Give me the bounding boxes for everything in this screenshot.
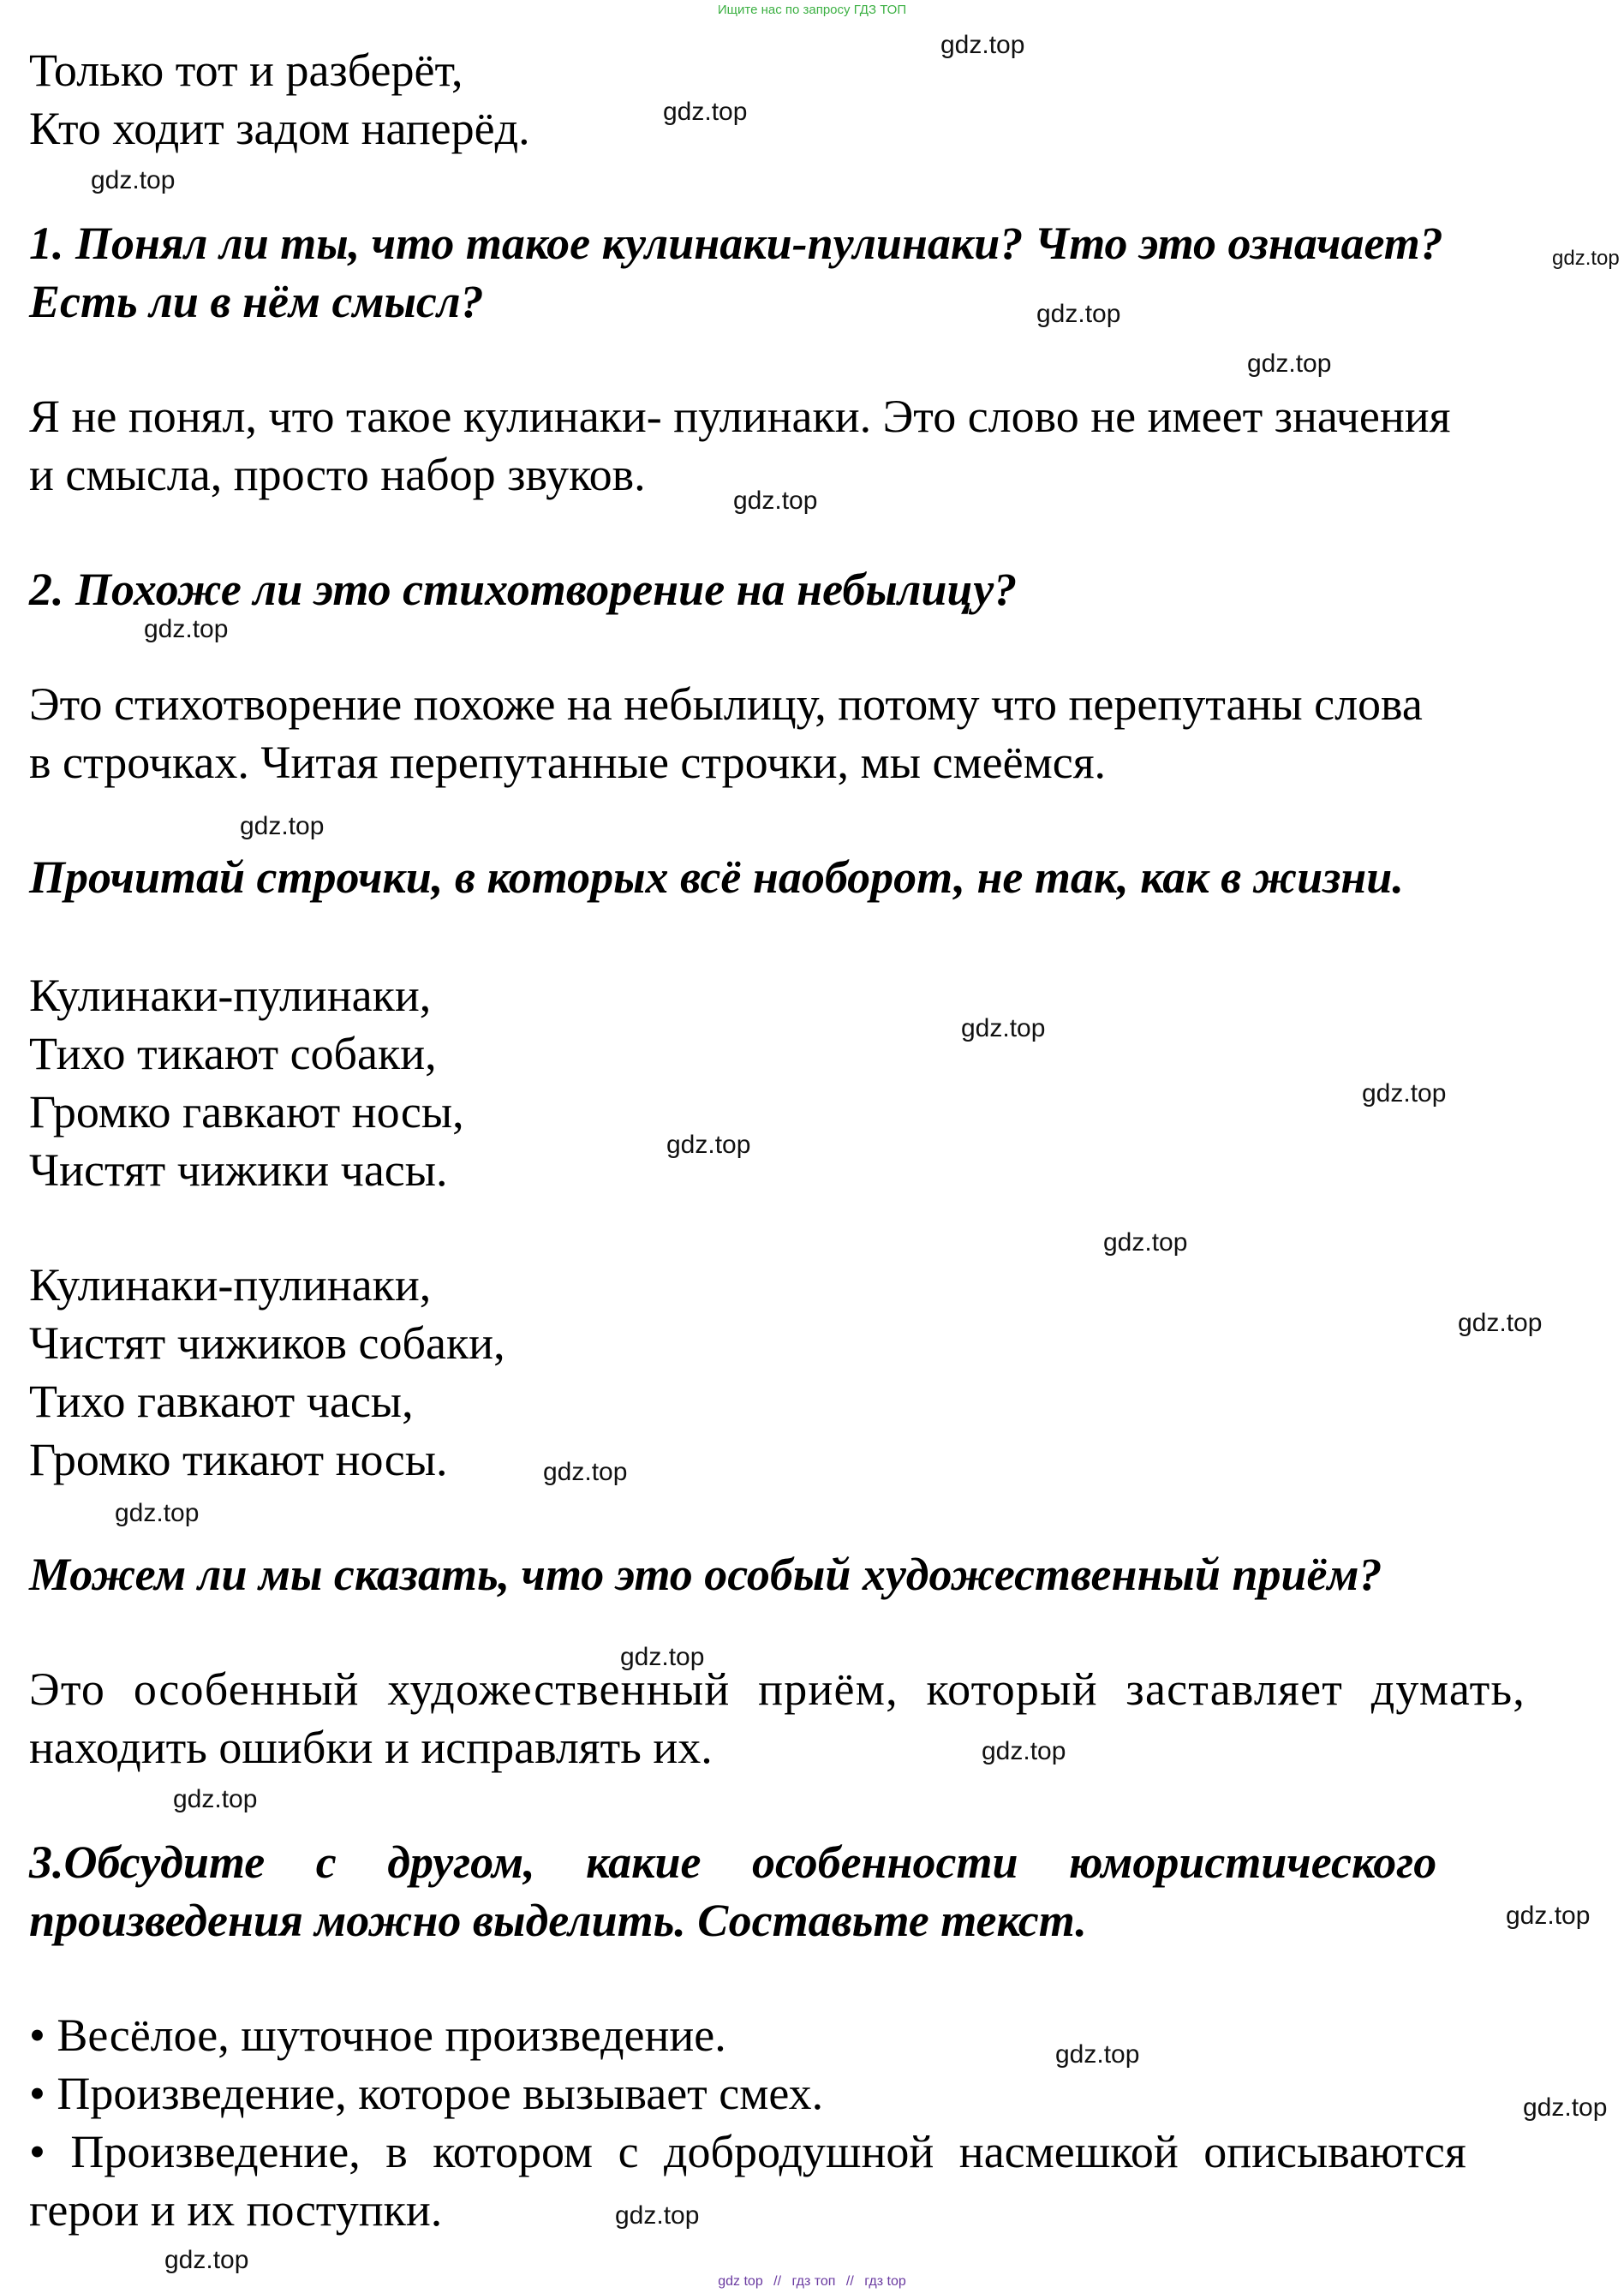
verse-line: Громко тикают носы.	[29, 1434, 448, 1485]
watermark: gdz.top	[982, 1737, 1066, 1765]
watermark: gdz.top	[615, 2201, 700, 2230]
poem-line: Кто ходит задом наперёд.	[29, 103, 530, 154]
watermark: gdz.top	[733, 487, 818, 515]
watermark: gdz.top	[1103, 1228, 1188, 1257]
footer-link[interactable]: гдз топ	[791, 2274, 836, 2289]
bullet-item: • Весёлое, шуточное произведение.	[29, 2009, 726, 2061]
question-3-line: произведения можно выделить. Составьте текст.	[29, 1895, 1087, 1946]
footer-link[interactable]: гдз top	[864, 2274, 906, 2289]
watermark: gdz.top	[663, 98, 748, 126]
question-1-line: 1. Понял ли ты, что такое кулинаки-пулинаки? Что это означает?	[29, 218, 1443, 269]
watermark: gdz.top	[240, 812, 325, 840]
verse-line: Тихо гавкают часы,	[29, 1376, 414, 1427]
answer-2-line: Это стихотворение похоже на небылицу, потому что перепутаны слова	[29, 678, 1423, 730]
watermark: gdz.top	[666, 1131, 751, 1159]
question-3-line: 3.Обсудите с другом, какие особенности юмористического	[29, 1836, 1437, 1888]
question-1-line: Есть ли в нём смысл?	[29, 276, 484, 327]
watermark: gdz.top	[940, 31, 1025, 59]
watermark: gdz.top	[1055, 2040, 1140, 2069]
watermark: gdz.top	[1036, 300, 1121, 328]
question-device: Можем ли мы сказать, что это особый художественный приём?	[29, 1549, 1382, 1600]
verse-line: Кулинаки-пулинаки,	[29, 970, 432, 1021]
watermark: gdz.top	[1523, 2093, 1608, 2122]
answer-device-line: Это особенный художественный приём, который заставляет думать,	[29, 1663, 1526, 1715]
footer	[0, 2273, 1624, 2290]
watermark: gdz.top	[961, 1014, 1046, 1042]
search-hint-banner: Ищите нас по запросу ГДЗ ТОП	[717, 3, 907, 17]
footer-link[interactable]: gdz top	[718, 2274, 763, 2289]
watermark: gdz.top	[1247, 349, 1332, 378]
verse-line: Громко гавкают носы,	[29, 1086, 464, 1138]
bullet-item: • Произведение, которое вызывает смех.	[29, 2068, 824, 2119]
task-read-lines: Прочитай строчки, в которых всё наоборот, не так, как в жизни.	[29, 851, 1404, 903]
watermark: gdz.top	[144, 615, 229, 643]
watermark: gdz.top	[1552, 247, 1620, 270]
footer-separator: //	[773, 2274, 782, 2289]
watermark: gdz.top	[164, 2246, 249, 2274]
bullet-item: • Произведение, в котором с добродушной насмешкой описываются	[29, 2126, 1466, 2177]
watermark: gdz.top	[115, 1499, 200, 1527]
answer-device-line: находить ошибки и исправлять их.	[29, 1722, 713, 1773]
bullet-item: герои и их поступки.	[29, 2184, 443, 2236]
verse-line: Чистят чижики часы.	[29, 1144, 448, 1196]
verse-line: Тихо тикают собаки,	[29, 1028, 437, 1079]
watermark: gdz.top	[543, 1458, 628, 1486]
watermark: gdz.top	[173, 1785, 258, 1813]
poem-line: Только тот и разберёт,	[29, 45, 463, 96]
answer-2-line: в строчках. Читая перепутанные строчки, мы смеёмся.	[29, 737, 1107, 788]
answer-1-line: и смысла, просто набор звуков.	[29, 449, 646, 500]
question-2: 2. Похоже ли это стихотворение на небылицу?	[29, 564, 1018, 615]
verse-line: Чистят чижиков собаки,	[29, 1317, 505, 1369]
watermark: gdz.top	[1362, 1079, 1447, 1108]
watermark: gdz.top	[1458, 1309, 1543, 1337]
verse-line: Кулинаки-пулинаки,	[29, 1259, 432, 1311]
watermark: gdz.top	[620, 1643, 705, 1671]
answer-1-line: Я не понял, что такое кулинаки- пулинаки. Это слово не имеет значения	[29, 391, 1451, 442]
footer-separator: //	[845, 2274, 854, 2289]
watermark: gdz.top	[1506, 1902, 1591, 1930]
watermark: gdz.top	[91, 166, 176, 194]
